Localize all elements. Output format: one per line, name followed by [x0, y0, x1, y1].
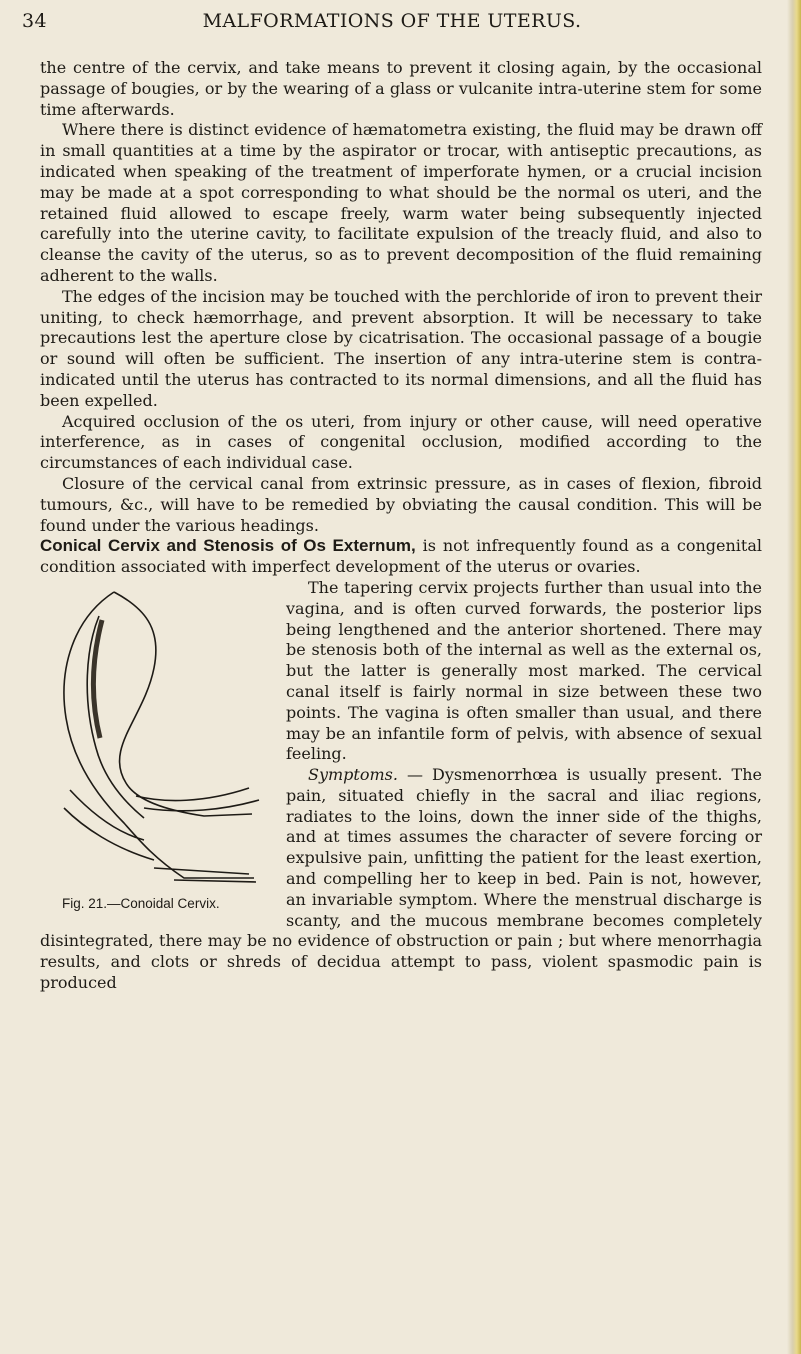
body-text: [40, 58, 762, 994]
conoidal-cervix-illustration: [44, 578, 270, 890]
paragraph-text: The tapering cervix projects further than usual into the vagina, and is often curved forwards, the posterior lips being lengthened and the anterior shortened. There may be stenosis both of the internal as well as the external os, but the latter is generally most marked. The cervical canal itself is fairly normal in size between these two points. The vagina is often smaller than usual, and there may be an infantile form of pelvis, with absence of sexual feeling.: [286, 577, 762, 764]
running-title: MALFORMATIONS OF THE UTERUS.: [202, 10, 582, 32]
page-number: 34: [22, 10, 47, 32]
section-heading: Conical Cervix and Stenosis of Os Externum,: [40, 536, 416, 556]
page-edge: [787, 0, 801, 1354]
paragraph: Acquired occlusion of the os uteri, from injury or other cause, will need operative interference, as in cases of congenital occlusion, modified according to the circumstances of each individual case.: [40, 411, 762, 473]
paragraph: The edges of the incision may be touched with the perchloride of iron to prevent their uniting, to check hæmorrhage, and prevent absorption. It will be necessary to take precautions lest the aperture close by cicatrisation. The occasional passage of a bougie or sound will often be sufficient. The insertion of any intra-uterine stem is contra-indicated until the uterus has contracted to its normal dimensions, and all the fluid has been expelled.: [40, 286, 762, 410]
paragraph-text: — Dysmenorrhœa is usually present. The pain, situated chiefly in the sacral and iliac regions, radiates to the loins, down the inner side of the thighs, and at times assumes the character of severe forcing or expulsive pain, unfitting the patient for the least exertion, and compelling her to keep in bed. Pain is not, however, an invariable symptom. Where the menstrual discharge is scanty, and the mucous membrane becomes completely disintegrated, there may be no evidence of obstruction or pain ; but where menorrhagia results, and clots or shreds of decidua attempt to pass, violent spasmodic pain is produced: [40, 765, 762, 993]
paragraph: Closure of the cervical canal from extrinsic pressure, as in cases of flexion, fibroid tumours, &c., will have to be remedied by obviating the causal condition. This will be found under the various headings.: [40, 473, 762, 535]
figure-caption: Fig. 21.—Conoidal Cervix.: [62, 895, 220, 911]
running-header: [22, 10, 762, 34]
paragraph-text: is not infrequently found as a congenital condition associated with imperfect development of the uterus or ovaries.: [40, 536, 762, 577]
paragraph: [40, 536, 762, 578]
paragraph: the centre of the cervix, and take means to prevent it closing again, by the occasional passage of bougies, or by the wearing of a glass or vulcanite intra-uterine stem for some time afterwards.: [40, 58, 762, 119]
paragraph: Where there is distinct evidence of hæmatometra existing, the fluid may be drawn off in small quantities at a time by the aspirator or trocar, with antiseptic precautions, as indicated when speaking of the treatment of imperforate hymen, or a crucial incision may be made at a spot corresponding to what should be the normal os uteri, and the retained fluid allowed to escape freely, warm water being subsequently injected carefully into the uterine cavity, to facilitate expulsion of the treacly fluid, and also to cleanse the cavity of the uterus, so as to prevent decomposition of the fluid remaining adherent to the walls.: [40, 120, 762, 285]
figure: [40, 578, 272, 914]
subheading-symptoms: Symptoms.: [308, 765, 398, 785]
